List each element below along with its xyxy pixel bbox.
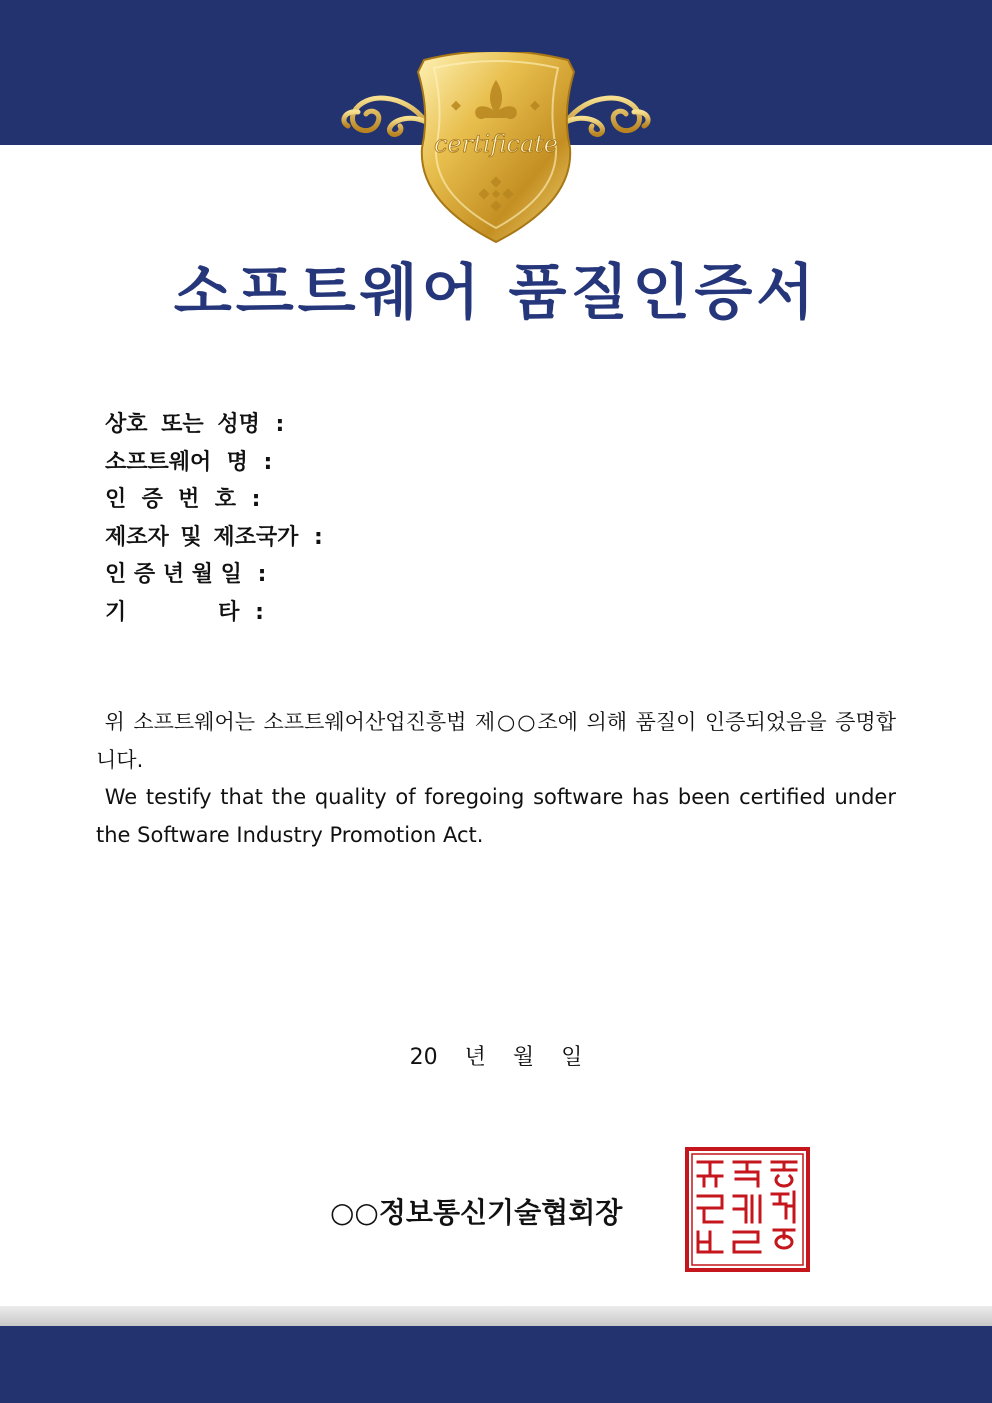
certification-statement [96, 704, 903, 854]
field-colon: : [263, 449, 273, 475]
field-cert-number [105, 481, 339, 519]
field-label: 상호 또는 성명 [105, 412, 260, 437]
emblem-text: certificate [433, 130, 559, 158]
bottom-navy-band [0, 1326, 992, 1403]
issue-date [0, 1041, 992, 1075]
page-title: 소프트웨어 품질인증서 [173, 258, 819, 328]
field-name [105, 406, 339, 444]
field-colon: : [257, 562, 267, 587]
field-cert-date [105, 556, 339, 594]
date-year-unit: 년 [464, 1045, 486, 1070]
field-manufacturer [105, 519, 339, 557]
field-other [105, 594, 339, 632]
field-label: 소프트웨어 명 [105, 449, 248, 475]
field-label: 기 타 [105, 599, 240, 625]
field-list [105, 406, 339, 631]
field-label: 인 증 년 월 일 [105, 562, 242, 587]
issuer-name: ○○정보통신기술협회장 [330, 1196, 623, 1229]
date-month-unit: 월 [512, 1045, 535, 1070]
statement-english: We testify that the quality of foregoing software has been certified under the Software Industry Promotion Act. [96, 785, 903, 847]
date-day-unit: 일 [561, 1045, 583, 1070]
field-label: 제조자 및 제조국가 [105, 524, 299, 550]
date-year: 20 [409, 1045, 438, 1070]
statement-korean: 위 소프트웨어는 소프트웨어산업진흥법 제○○조에 의해 품질이 인증되었음을 증명합니다. [96, 710, 896, 772]
field-label: 인 증 번 호 [105, 487, 236, 512]
field-colon: : [255, 599, 264, 625]
field-software-name [105, 444, 339, 482]
field-colon: : [275, 412, 285, 437]
field-colon: : [251, 487, 261, 512]
bottom-divider [0, 1306, 992, 1328]
red-official-seal-icon [684, 1146, 811, 1273]
gold-shield-fleur-de-lis-icon [334, 52, 658, 248]
field-colon: : [314, 524, 323, 550]
